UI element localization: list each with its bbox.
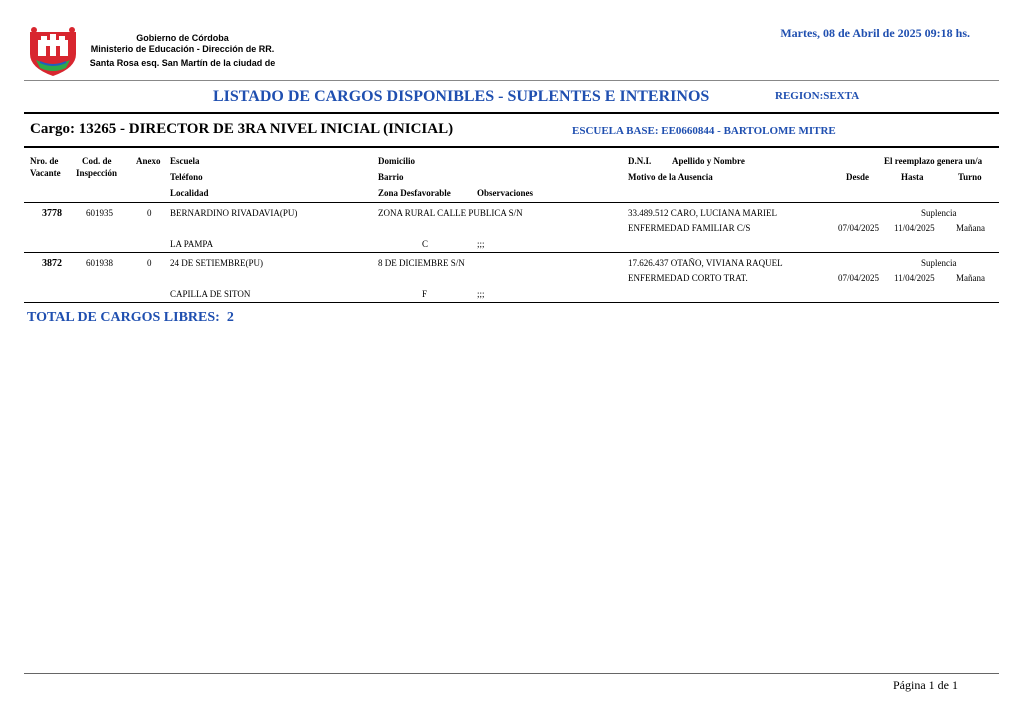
fecha-desde: 07/04/2025 [838, 223, 880, 233]
anexo: 0 [147, 208, 152, 218]
reemplazo-tipo: Suplencia [921, 208, 957, 218]
total-cargos: TOTAL DE CARGOS LIBRES: 2 [27, 310, 234, 325]
vacante-number: 3872 [42, 258, 62, 269]
title-divider [24, 112, 999, 114]
zona: C [422, 239, 429, 249]
zona: F [422, 289, 428, 299]
vacante-number: 3778 [42, 208, 62, 219]
col-escuela: Escuela [170, 156, 200, 166]
col-domicilio: Domicilio [378, 156, 415, 166]
localidad: CAPILLA DE SITON [170, 289, 251, 299]
fecha-hasta: 11/04/2025 [894, 273, 935, 283]
col-turno: Turno [958, 172, 982, 182]
col-hasta: Hasta [901, 172, 924, 182]
domicilio: ZONA RURAL CALLE PUBLICA S/N [378, 208, 523, 218]
fecha-desde: 07/04/2025 [838, 273, 880, 283]
cod-inspeccion: 601935 [86, 208, 113, 218]
col-barrio: Barrio [378, 172, 404, 182]
table-end-rule [24, 302, 999, 303]
col-apellido: Apellido y Nombre [672, 156, 745, 166]
observaciones: ;;; [477, 289, 485, 299]
anexo: 0 [147, 258, 152, 268]
report-datetime: Martes, 08 de Abril de 2025 09:18 hs. [780, 26, 970, 40]
dni-nombre: 33.489.512 CARO, LUCIANA MARIEL [628, 208, 778, 218]
col-reemplazo: El reemplazo genera un/a [884, 156, 983, 166]
coat-of-arms-logo-icon [26, 24, 80, 78]
col-cod: Cod. de [82, 156, 112, 166]
domicilio: 8 DE DICIEMBRE S/N [378, 258, 465, 268]
col-zona: Zona Desfavorable [378, 188, 451, 198]
row-divider [24, 252, 999, 253]
col-motivo: Motivo de la Ausencia [628, 172, 713, 182]
cargo-title: Cargo: 13265 - DIRECTOR DE 3RA NIVEL INICIAL (INICIAL) [30, 121, 454, 137]
turno: Mañana [956, 223, 985, 233]
footer-divider [24, 673, 999, 674]
ministry-address: Santa Rosa esq. San Martín de la ciudad de [89, 58, 276, 68]
escuela: 24 DE SETIEMBRE(PU) [170, 258, 263, 268]
col-inspeccion: Inspección [76, 168, 118, 178]
header-rule [24, 202, 999, 203]
col-dni: D.N.I. [628, 156, 652, 166]
escuela: BERNARDINO RIVADAVIA(PU) [170, 208, 298, 218]
observaciones: ;;; [477, 239, 485, 249]
fecha-hasta: 11/04/2025 [894, 223, 935, 233]
col-vacante: Vacante [30, 168, 61, 178]
dni-nombre: 17.626.437 OTAÑO, VIVIANA RAQUEL [628, 258, 783, 268]
page-number: Página 1 de 1 [893, 678, 958, 692]
col-nro: Nro. de [30, 156, 59, 166]
motivo-ausencia: ENFERMEDAD CORTO TRAT. [628, 273, 748, 283]
col-localidad: Localidad [170, 188, 209, 198]
col-desde: Desde [846, 172, 869, 182]
localidad: LA PAMPA [170, 239, 214, 249]
reemplazo-tipo: Suplencia [921, 258, 957, 268]
motivo-ausencia: ENFERMEDAD FAMILIAR C/S [628, 223, 751, 233]
region-label: REGION:SEXTA [775, 90, 860, 102]
col-telefono: Teléfono [170, 172, 203, 182]
escuela-base: ESCUELA BASE: EE0660844 - BARTOLOME MITRE [572, 125, 836, 137]
cargo-divider [24, 146, 999, 148]
col-anexo: Anexo [136, 156, 161, 166]
ministry-name: Ministerio de Educación - Dirección de RR. [90, 44, 275, 54]
turno: Mañana [956, 273, 985, 283]
report-title: LISTADO DE CARGOS DISPONIBLES - SUPLENTES E INTERINOS [213, 88, 710, 105]
org-name: Gobierno de Córdoba [136, 33, 229, 43]
header-divider [24, 80, 999, 81]
col-observaciones: Observaciones [477, 188, 533, 198]
cod-inspeccion: 601938 [86, 258, 113, 268]
